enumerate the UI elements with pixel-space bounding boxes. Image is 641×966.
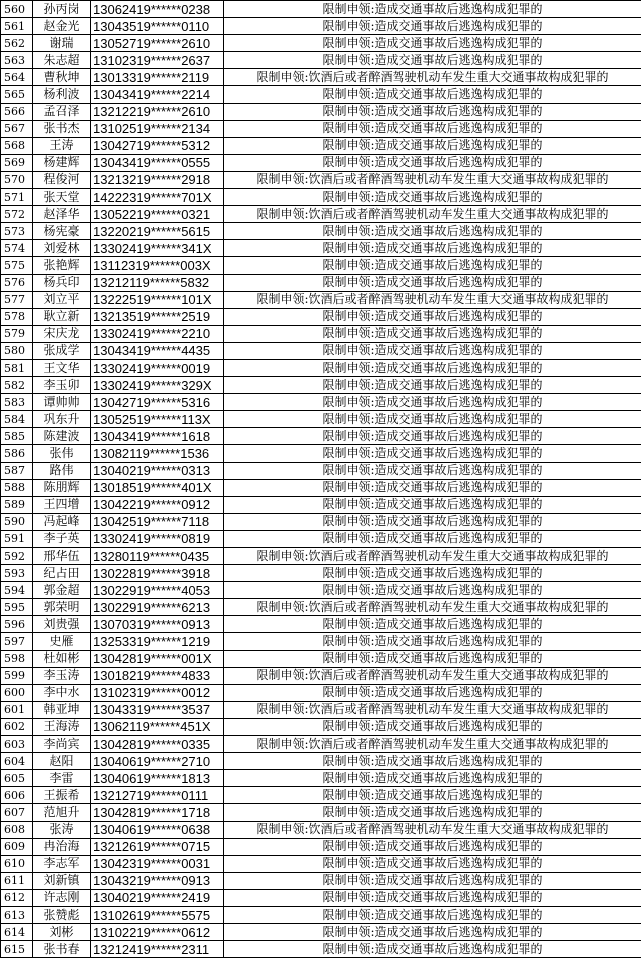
restriction-reason: 限制申领:饮酒后或者醉酒驾驶机动车发生重大交通事故构成犯罪的	[224, 291, 641, 308]
row-number: 591	[1, 530, 33, 547]
person-name: 邢华伍	[33, 548, 91, 565]
person-name: 范旭升	[33, 804, 91, 821]
person-name: 李子英	[33, 530, 91, 547]
row-number: 574	[1, 240, 33, 257]
restriction-reason: 限制申领:造成交通事故后逃逸构成犯罪的	[224, 223, 641, 240]
table-row	[1, 821, 641, 838]
restriction-reason: 限制申领:造成交通事故后逃逸构成犯罪的	[224, 394, 641, 411]
table-row	[1, 718, 641, 735]
table-row	[1, 582, 641, 599]
restriction-reason: 限制申领:造成交通事故后逃逸构成犯罪的	[224, 753, 641, 770]
row-number: 603	[1, 736, 33, 753]
person-name: 许志刚	[33, 889, 91, 906]
table-row	[1, 616, 641, 633]
person-name: 王涛	[33, 137, 91, 154]
table-row	[1, 257, 641, 274]
restriction-reason: 限制申领:造成交通事故后逃逸构成犯罪的	[224, 137, 641, 154]
person-name: 张天堂	[33, 189, 91, 206]
person-name: 赵阳	[33, 753, 91, 770]
row-number: 582	[1, 377, 33, 394]
person-name: 王四增	[33, 496, 91, 513]
person-name: 刘立平	[33, 291, 91, 308]
row-number: 577	[1, 291, 33, 308]
person-name: 王文华	[33, 359, 91, 376]
restriction-reason: 限制申领:造成交通事故后逃逸构成犯罪的	[224, 462, 641, 479]
id-number: 13052719******2610	[91, 35, 224, 52]
person-name: 郭荣明	[33, 599, 91, 616]
row-number: 562	[1, 35, 33, 52]
row-number: 575	[1, 257, 33, 274]
restriction-reason: 限制申领:造成交通事故后逃逸构成犯罪的	[224, 872, 641, 889]
table-row	[1, 171, 641, 188]
restriction-reason: 限制申领:饮酒后或者醉酒驾驶机动车发生重大交通事故构成犯罪的	[224, 667, 641, 684]
person-name: 谭帅帅	[33, 394, 91, 411]
restriction-reason: 限制申领:造成交通事故后逃逸构成犯罪的	[224, 428, 641, 445]
id-number: 13042319******0031	[91, 855, 224, 872]
restriction-reason: 限制申领:造成交通事故后逃逸构成犯罪的	[224, 103, 641, 120]
restriction-reason: 限制申领:造成交通事故后逃逸构成犯罪的	[224, 274, 641, 291]
id-number: 13042819******001X	[91, 650, 224, 667]
id-number: 13070319******0913	[91, 616, 224, 633]
table-row	[1, 274, 641, 291]
person-name: 杨兵印	[33, 274, 91, 291]
person-name: 李中水	[33, 684, 91, 701]
row-number: 565	[1, 86, 33, 103]
row-number: 590	[1, 513, 33, 530]
restriction-reason: 限制申领:饮酒后或者醉酒驾驶机动车发生重大交通事故构成犯罪的	[224, 548, 641, 565]
table-row	[1, 308, 641, 325]
person-name: 杜如彬	[33, 650, 91, 667]
restriction-reason: 限制申领:造成交通事故后逃逸构成犯罪的	[224, 325, 641, 342]
table-row	[1, 838, 641, 855]
id-number: 13280119******0435	[91, 548, 224, 565]
id-number: 13043419******2214	[91, 86, 224, 103]
person-name: 李志军	[33, 855, 91, 872]
id-number: 13062119******451X	[91, 718, 224, 735]
row-number: 615	[1, 941, 33, 958]
restriction-reason: 限制申领:造成交通事故后逃逸构成犯罪的	[224, 154, 641, 171]
row-number: 604	[1, 753, 33, 770]
table-row	[1, 69, 641, 86]
table-row	[1, 684, 641, 701]
row-number: 600	[1, 684, 33, 701]
table-row	[1, 342, 641, 359]
id-number: 13040619******2710	[91, 753, 224, 770]
restriction-reason: 限制申领:造成交通事故后逃逸构成犯罪的	[224, 513, 641, 530]
restriction-reason: 限制申领:造成交通事故后逃逸构成犯罪的	[224, 650, 641, 667]
person-name: 王海涛	[33, 718, 91, 735]
table-row	[1, 137, 641, 154]
id-number: 13102319******2637	[91, 52, 224, 69]
id-number: 13220219******5615	[91, 223, 224, 240]
restriction-reason: 限制申领:造成交通事故后逃逸构成犯罪的	[224, 496, 641, 513]
row-number: 594	[1, 582, 33, 599]
person-name: 谢瑞	[33, 35, 91, 52]
restriction-reason: 限制申领:造成交通事故后逃逸构成犯罪的	[224, 924, 641, 941]
person-name: 刘爱林	[33, 240, 91, 257]
id-number: 13018219******4833	[91, 667, 224, 684]
person-name: 李玉卯	[33, 377, 91, 394]
person-name: 程俊河	[33, 171, 91, 188]
table-row	[1, 753, 641, 770]
person-name: 张书春	[33, 941, 91, 958]
row-number: 578	[1, 308, 33, 325]
table-row	[1, 120, 641, 137]
id-number: 13212119******5832	[91, 274, 224, 291]
restriction-reason: 限制申领:造成交通事故后逃逸构成犯罪的	[224, 804, 641, 821]
restriction-reason: 限制申领:造成交通事故后逃逸构成犯罪的	[224, 411, 641, 428]
id-number: 13302419******341X	[91, 240, 224, 257]
restriction-reason: 限制申领:造成交通事故后逃逸构成犯罪的	[224, 941, 641, 958]
row-number: 592	[1, 548, 33, 565]
table-row	[1, 462, 641, 479]
restriction-reason: 限制申领:造成交通事故后逃逸构成犯罪的	[224, 838, 641, 855]
row-number: 606	[1, 787, 33, 804]
id-number: 13253319******1219	[91, 633, 224, 650]
person-name: 纪占田	[33, 565, 91, 582]
table-row	[1, 377, 641, 394]
id-number: 13302419******329X	[91, 377, 224, 394]
id-number: 13062419******0238	[91, 1, 224, 18]
id-number: 13043219******0913	[91, 872, 224, 889]
row-number: 573	[1, 223, 33, 240]
row-number: 596	[1, 616, 33, 633]
person-name: 李尚宾	[33, 736, 91, 753]
person-name: 郭金超	[33, 582, 91, 599]
table-row	[1, 52, 641, 69]
restriction-reason: 限制申领:造成交通事故后逃逸构成犯罪的	[224, 684, 641, 701]
person-name: 曹秋坤	[33, 69, 91, 86]
person-name: 张赞彪	[33, 906, 91, 923]
table-row	[1, 941, 641, 958]
person-name: 韩亚坤	[33, 701, 91, 718]
row-number: 593	[1, 565, 33, 582]
row-number: 583	[1, 394, 33, 411]
row-number: 610	[1, 855, 33, 872]
row-number: 561	[1, 18, 33, 35]
table-row	[1, 394, 641, 411]
id-number: 13022819******3918	[91, 565, 224, 582]
id-number: 13040219******2419	[91, 889, 224, 906]
id-number: 13112319******003X	[91, 257, 224, 274]
person-name: 王振希	[33, 787, 91, 804]
row-number: 564	[1, 69, 33, 86]
restriction-reason: 限制申领:造成交通事故后逃逸构成犯罪的	[224, 18, 641, 35]
row-number: 576	[1, 274, 33, 291]
table-row	[1, 804, 641, 821]
person-name: 巩东升	[33, 411, 91, 428]
restriction-reason: 限制申领:造成交通事故后逃逸构成犯罪的	[224, 855, 641, 872]
id-number: 13042819******0335	[91, 736, 224, 753]
person-name: 刘新镇	[33, 872, 91, 889]
id-number: 13040219******0313	[91, 462, 224, 479]
row-number: 579	[1, 325, 33, 342]
restriction-reason: 限制申领:造成交通事故后逃逸构成犯罪的	[224, 189, 641, 206]
id-number: 13082119******1536	[91, 445, 224, 462]
table-row	[1, 206, 641, 223]
id-number: 13052519******113X	[91, 411, 224, 428]
person-name: 史雁	[33, 633, 91, 650]
person-name: 刘贵强	[33, 616, 91, 633]
row-number: 602	[1, 718, 33, 735]
row-number: 570	[1, 171, 33, 188]
table-row	[1, 650, 641, 667]
id-number: 13040619******0638	[91, 821, 224, 838]
table-row	[1, 855, 641, 872]
table-row	[1, 513, 641, 530]
restriction-reason: 限制申领:造成交通事故后逃逸构成犯罪的	[224, 616, 641, 633]
table-row	[1, 599, 641, 616]
row-number: 612	[1, 889, 33, 906]
id-number: 13222519******101X	[91, 291, 224, 308]
person-name: 赵泽华	[33, 206, 91, 223]
table-row	[1, 445, 641, 462]
id-number: 13018519******401X	[91, 479, 224, 496]
table-row	[1, 154, 641, 171]
restriction-reason: 限制申领:造成交通事故后逃逸构成犯罪的	[224, 257, 641, 274]
restriction-reason: 限制申领:造成交通事故后逃逸构成犯罪的	[224, 86, 641, 103]
table-row	[1, 428, 641, 445]
id-number: 13022919******4053	[91, 582, 224, 599]
restriction-reason: 限制申领:造成交通事故后逃逸构成犯罪的	[224, 582, 641, 599]
table-row	[1, 701, 641, 718]
person-name: 刘彬	[33, 924, 91, 941]
restriction-reason: 限制申领:造成交通事故后逃逸构成犯罪的	[224, 240, 641, 257]
restriction-reason: 限制申领:饮酒后或者醉酒驾驶机动车发生重大交通事故构成犯罪的	[224, 736, 641, 753]
id-number: 13042719******5312	[91, 137, 224, 154]
row-number: 599	[1, 667, 33, 684]
id-number: 13212219******2610	[91, 103, 224, 120]
person-name: 张书杰	[33, 120, 91, 137]
id-number: 13212719******0111	[91, 787, 224, 804]
table-row	[1, 633, 641, 650]
person-name: 张伟	[33, 445, 91, 462]
person-name: 李雷	[33, 770, 91, 787]
table-row	[1, 35, 641, 52]
person-name: 陈朋辉	[33, 479, 91, 496]
table-row	[1, 889, 641, 906]
id-number: 13022919******6213	[91, 599, 224, 616]
restriction-reason: 限制申领:造成交通事故后逃逸构成犯罪的	[224, 377, 641, 394]
restriction-reason: 限制申领:造成交通事故后逃逸构成犯罪的	[224, 52, 641, 69]
id-number: 13102319******0012	[91, 684, 224, 701]
table-row	[1, 359, 641, 376]
restriction-reason: 限制申领:造成交通事故后逃逸构成犯罪的	[224, 308, 641, 325]
restriction-reason: 限制申领:饮酒后或者醉酒驾驶机动车发生重大交通事故构成犯罪的	[224, 599, 641, 616]
id-number: 13212619******0715	[91, 838, 224, 855]
id-number: 13102619******5575	[91, 906, 224, 923]
id-number: 13043319******3537	[91, 701, 224, 718]
row-number: 601	[1, 701, 33, 718]
row-number: 588	[1, 479, 33, 496]
row-number: 609	[1, 838, 33, 855]
id-number: 13043419******0555	[91, 154, 224, 171]
table-row	[1, 411, 641, 428]
row-number: 571	[1, 189, 33, 206]
restriction-reason: 限制申领:造成交通事故后逃逸构成犯罪的	[224, 1, 641, 18]
table-row	[1, 291, 641, 308]
row-number: 613	[1, 906, 33, 923]
table-row	[1, 770, 641, 787]
person-name: 朱志超	[33, 52, 91, 69]
table-row	[1, 103, 641, 120]
person-name: 耿立新	[33, 308, 91, 325]
table-row	[1, 565, 641, 582]
restriction-reason: 限制申领:饮酒后或者醉酒驾驶机动车发生重大交通事故构成犯罪的	[224, 821, 641, 838]
person-name: 路伟	[33, 462, 91, 479]
row-number: 587	[1, 462, 33, 479]
id-number: 14222319******701X	[91, 189, 224, 206]
row-number: 598	[1, 650, 33, 667]
table-row	[1, 787, 641, 804]
row-number: 584	[1, 411, 33, 428]
row-number: 581	[1, 359, 33, 376]
person-name: 冉治海	[33, 838, 91, 855]
restriction-reason: 限制申领:饮酒后或者醉酒驾驶机动车发生重大交通事故构成犯罪的	[224, 701, 641, 718]
restriction-reason: 限制申领:造成交通事故后逃逸构成犯罪的	[224, 35, 641, 52]
id-number: 13102219******0612	[91, 924, 224, 941]
person-name: 杨宪豪	[33, 223, 91, 240]
row-number: 572	[1, 206, 33, 223]
row-number: 585	[1, 428, 33, 445]
restriction-reason: 限制申领:造成交通事故后逃逸构成犯罪的	[224, 770, 641, 787]
row-number: 608	[1, 821, 33, 838]
table-row	[1, 496, 641, 513]
restriction-reason: 限制申领:造成交通事故后逃逸构成犯罪的	[224, 445, 641, 462]
id-number: 13213519******2519	[91, 308, 224, 325]
row-number: 569	[1, 154, 33, 171]
table-body	[1, 1, 641, 958]
person-name: 孟召泽	[33, 103, 91, 120]
id-number: 13213219******2918	[91, 171, 224, 188]
restriction-reason: 限制申领:造成交通事故后逃逸构成犯罪的	[224, 718, 641, 735]
table-row	[1, 924, 641, 941]
row-number: 611	[1, 872, 33, 889]
person-name: 孙丙岗	[33, 1, 91, 18]
table-row	[1, 18, 641, 35]
table-row	[1, 86, 641, 103]
id-number: 13302419******0019	[91, 359, 224, 376]
restriction-reason: 限制申领:造成交通事故后逃逸构成犯罪的	[224, 120, 641, 137]
person-name: 杨建辉	[33, 154, 91, 171]
person-name: 冯起峰	[33, 513, 91, 530]
restriction-reason: 限制申领:造成交通事故后逃逸构成犯罪的	[224, 906, 641, 923]
restriction-reason: 限制申领:造成交通事故后逃逸构成犯罪的	[224, 633, 641, 650]
person-name: 宋庆龙	[33, 325, 91, 342]
person-name: 李玉涛	[33, 667, 91, 684]
restriction-reason: 限制申领:造成交通事故后逃逸构成犯罪的	[224, 565, 641, 582]
table-row	[1, 189, 641, 206]
row-number: 614	[1, 924, 33, 941]
row-number: 605	[1, 770, 33, 787]
restriction-reason: 限制申领:饮酒后或者醉酒驾驶机动车发生重大交通事故构成犯罪的	[224, 69, 641, 86]
restriction-reason: 限制申领:造成交通事故后逃逸构成犯罪的	[224, 787, 641, 804]
restriction-reason: 限制申领:造成交通事故后逃逸构成犯罪的	[224, 479, 641, 496]
id-number: 13043419******4435	[91, 342, 224, 359]
row-number: 560	[1, 1, 33, 18]
restriction-reason: 限制申领:造成交通事故后逃逸构成犯罪的	[224, 889, 641, 906]
row-number: 580	[1, 342, 33, 359]
table-row	[1, 223, 641, 240]
table-row	[1, 1, 641, 18]
id-number: 13042819******1718	[91, 804, 224, 821]
table-row	[1, 530, 641, 547]
id-number: 13042719******5316	[91, 394, 224, 411]
row-number: 563	[1, 52, 33, 69]
id-number: 13042219******0912	[91, 496, 224, 513]
person-name: 张成学	[33, 342, 91, 359]
person-name: 赵金光	[33, 18, 91, 35]
table-row	[1, 325, 641, 342]
person-name: 张艳辉	[33, 257, 91, 274]
id-number: 13302419******2210	[91, 325, 224, 342]
table-row	[1, 906, 641, 923]
table-row	[1, 667, 641, 684]
id-number: 13102519******2134	[91, 120, 224, 137]
id-number: 13043419******1618	[91, 428, 224, 445]
restriction-reason: 限制申领:造成交通事故后逃逸构成犯罪的	[224, 359, 641, 376]
restriction-reason: 限制申领:饮酒后或者醉酒驾驶机动车发生重大交通事故构成犯罪的	[224, 206, 641, 223]
id-number: 13212419******2311	[91, 941, 224, 958]
id-number: 13040619******1813	[91, 770, 224, 787]
restriction-reason: 限制申领:造成交通事故后逃逸构成犯罪的	[224, 530, 641, 547]
id-number: 13043519******0110	[91, 18, 224, 35]
person-name: 陈建波	[33, 428, 91, 445]
table-row	[1, 736, 641, 753]
restriction-reason: 限制申领:造成交通事故后逃逸构成犯罪的	[224, 342, 641, 359]
row-number: 607	[1, 804, 33, 821]
id-number: 13052219******0321	[91, 206, 224, 223]
row-number: 568	[1, 137, 33, 154]
table-row	[1, 240, 641, 257]
id-number: 13042519******7118	[91, 513, 224, 530]
row-number: 589	[1, 496, 33, 513]
row-number: 567	[1, 120, 33, 137]
row-number: 566	[1, 103, 33, 120]
id-number: 13013319******2119	[91, 69, 224, 86]
id-number: 13302419******0819	[91, 530, 224, 547]
row-number: 586	[1, 445, 33, 462]
restriction-reason: 限制申领:饮酒后或者醉酒驾驶机动车发生重大交通事故构成犯罪的	[224, 171, 641, 188]
table-row	[1, 872, 641, 889]
person-name: 杨利波	[33, 86, 91, 103]
person-name: 张涛	[33, 821, 91, 838]
row-number: 595	[1, 599, 33, 616]
table-row	[1, 479, 641, 496]
row-number: 597	[1, 633, 33, 650]
table-row	[1, 548, 641, 565]
